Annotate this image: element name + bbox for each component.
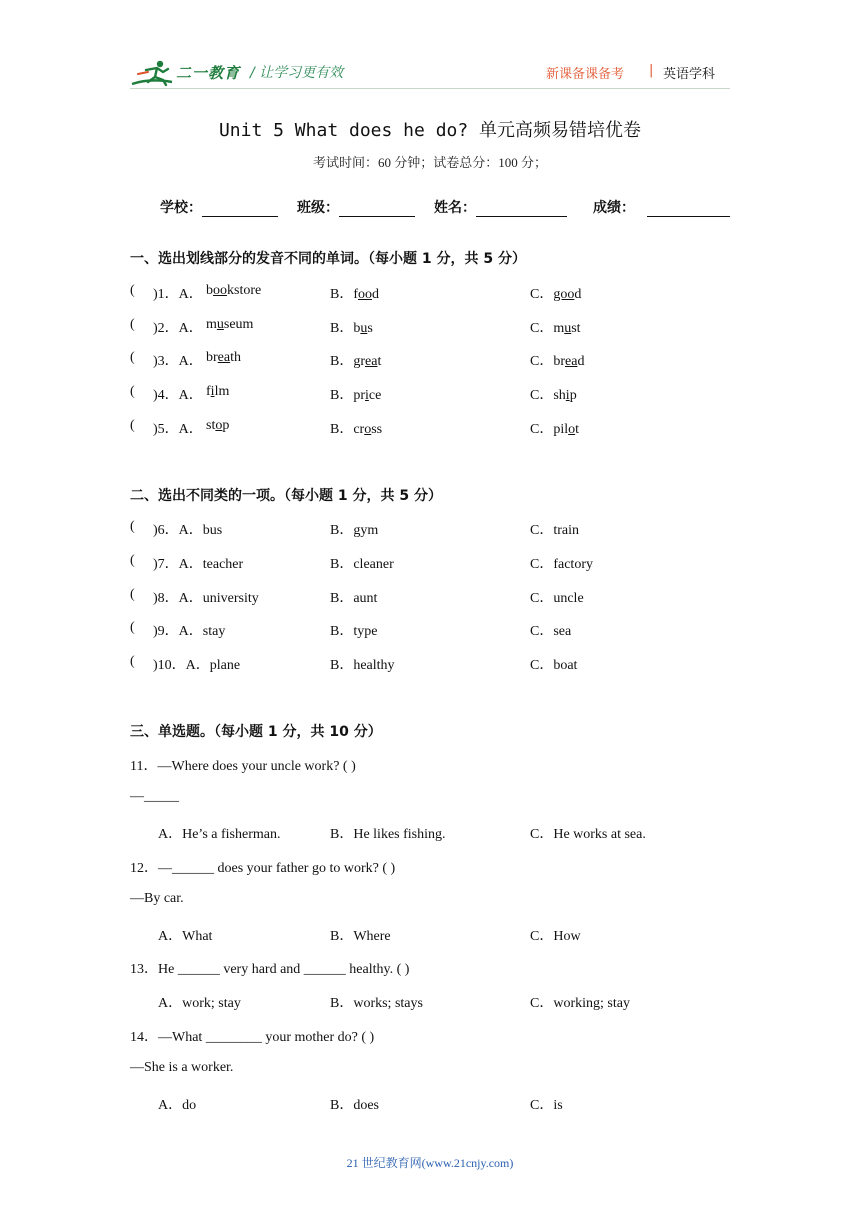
- question-11-option-c[interactable]: C．He works at sea.: [530, 827, 646, 842]
- class-label: 班级：: [297, 200, 339, 216]
- question-5-option-a[interactable]: stop: [206, 418, 230, 433]
- score-field[interactable]: [593, 197, 730, 217]
- name-blank[interactable]: [476, 202, 567, 217]
- question-7-option-a[interactable]: )7．A．teacher: [153, 557, 244, 572]
- question-8-option-a[interactable]: )8．A．university: [153, 591, 259, 606]
- school-blank[interactable]: [202, 202, 278, 217]
- question-12-option-a[interactable]: A．What: [158, 929, 213, 944]
- question-6-option-b[interactable]: B．gym: [330, 523, 379, 538]
- question-4-option-a[interactable]: film: [206, 384, 230, 399]
- class-blank[interactable]: [339, 202, 415, 217]
- question-13-option-c[interactable]: C．working; stay: [530, 996, 630, 1011]
- question-3-option-b[interactable]: B．great: [330, 354, 382, 369]
- question-12-reply: —By car.: [130, 891, 184, 906]
- question-7-option-c[interactable]: C．factory: [530, 557, 593, 572]
- question-11-reply: —_____: [130, 789, 179, 804]
- question-8-option-b[interactable]: B．aunt: [330, 591, 378, 606]
- question-3-bracket[interactable]: (: [130, 350, 135, 365]
- question-3-option-c[interactable]: C．bread: [530, 354, 585, 369]
- question-9-option-c[interactable]: C．sea: [530, 624, 572, 639]
- section-3-title: 三、单选题。（每小题 1 分，共 10 分）: [130, 724, 382, 740]
- question-11-option-b[interactable]: B．He likes fishing.: [330, 827, 446, 842]
- section-1-title: 一、选出划线部分的发音不同的单词。（每小题 1 分，共 5 分）: [130, 251, 526, 267]
- question-9-bracket[interactable]: (: [130, 620, 135, 635]
- logo-text: 二一教育: [176, 64, 241, 82]
- question-10-bracket[interactable]: (: [130, 654, 135, 669]
- name-field[interactable]: [434, 197, 567, 217]
- question-2-option-b[interactable]: B．bus: [330, 321, 373, 336]
- question-2-number: )2．A．: [153, 321, 203, 336]
- question-12-stem: 12．—______ does your father go to work? ( ): [130, 861, 396, 876]
- question-1-option-a[interactable]: bookstore: [206, 283, 262, 298]
- question-13-option-a[interactable]: A．work; stay: [158, 996, 241, 1011]
- question-11-option-a[interactable]: A．He’s a fisherman.: [158, 827, 281, 842]
- question-1-option-b[interactable]: B．food: [330, 287, 379, 302]
- header-divider: |: [649, 63, 654, 78]
- question-11-stem: 11．—Where does your uncle work? ( ): [130, 759, 356, 774]
- question-8-option-c[interactable]: C．uncle: [530, 591, 584, 606]
- question-5-option-c[interactable]: C．pilot: [530, 422, 580, 437]
- score-label: 成绩：: [593, 200, 635, 216]
- question-1-bracket[interactable]: (: [130, 283, 135, 298]
- question-14-stem: 14．—What ________ your mother do? ( ): [130, 1030, 375, 1045]
- name-label: 姓名：: [434, 200, 476, 216]
- page-title: Unit 5 What does he do? 单元高频易错培优卷: [218, 120, 642, 141]
- question-2-option-a[interactable]: museum: [206, 317, 254, 332]
- question-3-option-a[interactable]: breath: [206, 350, 241, 365]
- question-2-option-c[interactable]: C．must: [530, 321, 581, 336]
- question-9-option-b[interactable]: B．type: [330, 624, 378, 639]
- question-4-option-b[interactable]: B．price: [330, 388, 382, 403]
- question-4-number: )4．A．: [153, 388, 203, 403]
- header-subject: 英语学科: [663, 67, 716, 82]
- school-field[interactable]: [160, 197, 278, 217]
- exam-info: 考试时间：60 分钟；试卷总分：100 分；: [312, 155, 547, 170]
- question-12-option-c[interactable]: C．How: [530, 929, 581, 944]
- question-12-option-b[interactable]: B．Where: [330, 929, 391, 944]
- footer-link[interactable]: 21 世纪教育网(www.21cnjy.com): [346, 1156, 514, 1170]
- question-5-number: )5．A．: [153, 422, 203, 437]
- score-blank[interactable]: [647, 202, 730, 217]
- question-14-reply: —She is a worker.: [130, 1060, 234, 1075]
- question-8-bracket[interactable]: (: [130, 587, 135, 602]
- class-field[interactable]: [297, 197, 415, 217]
- question-2-bracket[interactable]: (: [130, 317, 135, 332]
- section-2-title: 二、选出不同类的一项。（每小题 1 分，共 5 分）: [130, 488, 442, 504]
- question-7-bracket[interactable]: (: [130, 553, 135, 568]
- question-6-bracket[interactable]: (: [130, 519, 135, 534]
- question-10-option-c[interactable]: C．boat: [530, 658, 578, 673]
- question-1-option-c[interactable]: C．good: [530, 287, 582, 302]
- question-5-bracket[interactable]: (: [130, 418, 135, 433]
- question-14-option-a[interactable]: A．do: [158, 1098, 197, 1113]
- question-5-option-b[interactable]: B．cross: [330, 422, 383, 437]
- question-3-number: )3．A．: [153, 354, 203, 369]
- question-4-bracket[interactable]: (: [130, 384, 135, 399]
- question-1-number: )1．A．: [153, 287, 203, 302]
- question-13-stem: 13．He ______ very hard and ______ healthy. ( ): [130, 962, 410, 977]
- question-14-option-c[interactable]: C．is: [530, 1098, 563, 1113]
- question-6-option-c[interactable]: C．train: [530, 523, 579, 538]
- school-label: 学校：: [160, 200, 202, 216]
- question-14-option-b[interactable]: B．does: [330, 1098, 379, 1113]
- slogan: / 让学习更有效: [250, 65, 344, 81]
- question-7-option-b[interactable]: B．cleaner: [330, 557, 394, 572]
- header-rule: [130, 88, 730, 89]
- question-10-option-a[interactable]: )10．A．plane: [153, 658, 241, 673]
- question-4-option-c[interactable]: C．ship: [530, 388, 577, 403]
- question-9-option-a[interactable]: )9．A．stay: [153, 624, 226, 639]
- question-13-option-b[interactable]: B．works; stays: [330, 996, 423, 1011]
- question-6-option-a[interactable]: )6．A．bus: [153, 523, 223, 538]
- question-10-option-b[interactable]: B．healthy: [330, 658, 395, 673]
- header-tagline: 新课备课备考: [546, 67, 625, 82]
